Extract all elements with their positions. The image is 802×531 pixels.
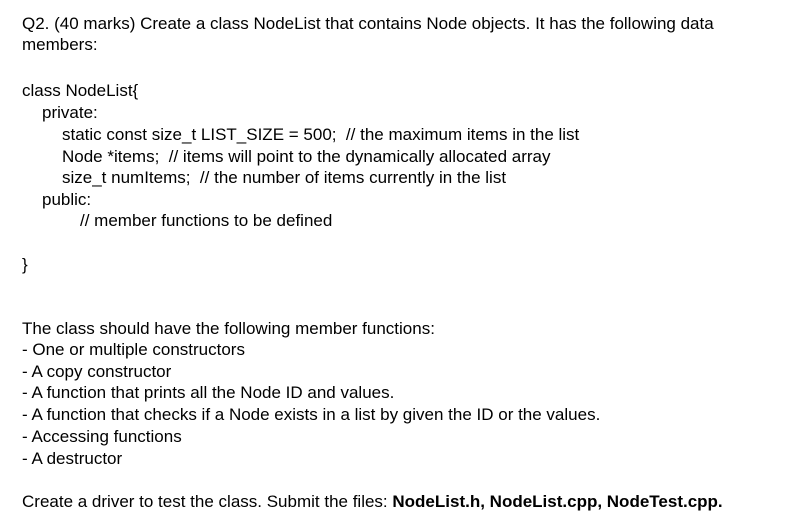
- requirement-item: - A copy constructor: [22, 362, 172, 381]
- member-list-size: static const size_t LIST_SIZE = 500; // the maximum items in the list: [62, 125, 580, 144]
- class-declaration-open: class NodeList{: [22, 81, 139, 100]
- requirement-item: - A function that prints all the Node ID and values.: [22, 383, 395, 402]
- requirement-item: - A function that checks if a Node exists in a list by given the ID or the values.: [22, 405, 601, 424]
- submission-instructions: [22, 491, 723, 512]
- question-header-line1: Q2. (40 marks) Create a class NodeList that contains Node objects. It has the following data: [22, 14, 714, 33]
- member-items: Node *items; // items will point to the dynamically allocated array: [62, 147, 551, 166]
- class-declaration-close: }: [22, 255, 28, 274]
- private-label: private:: [42, 103, 98, 122]
- member-functions-comment: // member functions to be defined: [80, 211, 333, 230]
- submission-files: NodeList.h, NodeList.cpp, NodeTest.cpp.: [392, 492, 723, 511]
- question-header-line2: members:: [22, 35, 98, 54]
- submission-text: Create a driver to test the class. Submit the files:: [22, 492, 393, 511]
- requirement-item: - One or multiple constructors: [22, 340, 245, 359]
- requirement-item: - A destructor: [22, 449, 123, 468]
- requirement-item: - Accessing functions: [22, 427, 182, 446]
- member-numitems: size_t numItems; // the number of items currently in the list: [62, 168, 507, 187]
- requirements-intro: The class should have the following member functions:: [22, 319, 435, 338]
- public-label: public:: [42, 190, 92, 209]
